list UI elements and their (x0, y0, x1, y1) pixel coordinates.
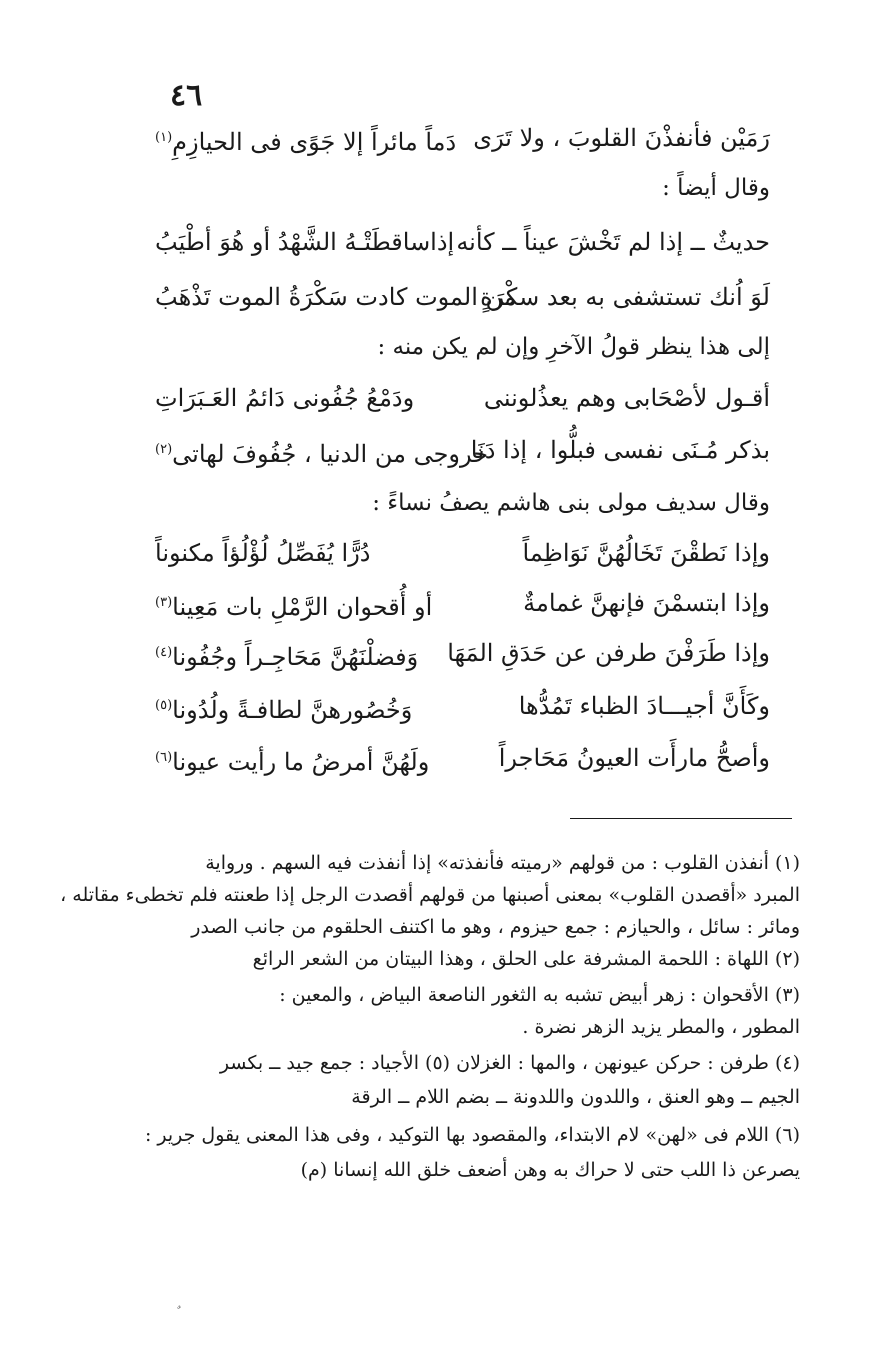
prose-line: وقال سديف مولى بنى هاشم يصفُ نساءً : (372, 490, 770, 516)
page-number: ٤٦ (170, 78, 203, 113)
verse-second-hemistich-text: خروجى من الدنيا ، جُفُوفَ لهاتى (172, 440, 489, 468)
verse-first-hemistich: حديثٌ ــ إذا لم تَخْشَ عيناً ــ كأنه (456, 228, 770, 256)
verse-second-hemistich-text: ودَمْعُ جُفُونى دَائمُ العَـبَرَاتِ (155, 384, 415, 412)
footnote-line: (٣) الأقحوان : زهر أبيض تشبه به الثغور الناصعة البياض ، والمعين : (279, 984, 800, 1006)
verse-first-hemistich: وإذا ابتسمْنَ فإنهنَّ غمامةٌ (523, 589, 770, 617)
verse-first-hemistich: وكَأَنَّ أجيـــادَ الظباء تَمُدُّها (518, 692, 770, 720)
verse-second-hemistich (155, 738, 429, 782)
verse-second-hemistich-text: وَخُصُورهنَّ لطافـةً ولُدُونا (172, 696, 413, 724)
verse-first-hemistich: وإذا طَرَفْنَ طرفن عن حَدَقِ المَهَا (447, 639, 770, 667)
footnote-line: (١) أنفذن القلوب : من قولهم «رميته فأنفذته» إذا أنفذت فيه السهم . ورواية (205, 852, 800, 874)
verse-line (155, 533, 770, 573)
verse-line (155, 222, 770, 262)
verse-second-hemistich (155, 583, 432, 627)
verse-line (155, 686, 770, 726)
footnote-line: يصرعن ذا اللب حتى لا حراك به وهن أضعف خلق الله إنسانا (م) (300, 1159, 800, 1181)
footnote-marker: (٦) (155, 750, 173, 765)
verse-second-hemistich-text: دُرًّا يُفَصِّلُ لُؤْلُؤاً مكنوناً (155, 539, 371, 567)
verse-second-hemistich (155, 430, 488, 474)
footnote-line: المبرد «أقصدن القلوب» بمعنى أصبنها من قولهم أقصدت الرجل إذا طعنته فلم تخطىء مقاتله ، (60, 884, 800, 906)
verse-line (155, 378, 770, 418)
footnote-line: (٢) اللهاة : اللحمة المشرفة على الحلق ، وهذا البيتان من الشعر الرائع (252, 948, 800, 970)
verse-line (155, 118, 770, 158)
verse-line (155, 277, 770, 317)
prose-line: إلى هذا ينظر قولُ الآخرِ وإن لم يكن منه : (377, 334, 770, 360)
verse-line (155, 738, 770, 778)
footnote-line: المطور ، والمطر يزيد الزهر نضرة . (522, 1016, 800, 1038)
footnote-marker: (٣) (155, 595, 173, 610)
verse-first-hemistich: وأصحُّ مارأَت العيونُ مَحَاجراً (498, 744, 770, 772)
verse-second-hemistich (155, 633, 418, 677)
footnote-line: الجيم ــ وهو العنق ، واللدون واللدونة ــ بضم اللام ــ الرقة (351, 1086, 800, 1108)
footnote-separator (570, 818, 792, 819)
verse-second-hemistich (155, 277, 517, 317)
verse-second-hemistich (155, 222, 454, 262)
footnote-marker: (٤) (155, 645, 173, 660)
verse-first-hemistich: وإذا نَطقْنَ تَخَالُهُنَّ نَوَاظِماً (522, 539, 770, 567)
verse-line (155, 583, 770, 623)
verse-first-hemistich: أقـول لأصْحَابى وهم يعذُلوننى (483, 384, 770, 412)
verse-second-hemistich (155, 686, 412, 730)
verse-second-hemistich (155, 533, 370, 573)
footnote-marker: (١) (155, 130, 173, 145)
verse-second-hemistich-text: من الموت كادت سَكْرَةُ الموت تَذْهَبُ (155, 283, 517, 311)
verse-first-hemistich: رَمَيْن فأنفذْنَ القلوبَ ، ولا تَرَى (473, 124, 770, 152)
verse-second-hemistich (155, 378, 414, 418)
verse-second-hemistich-text: دَماً مائراً إلا جَوًى فى الحيازِمِ (172, 128, 457, 156)
verse-second-hemistich-text: إذاساقطَتْـهُ الشَّهْدُ أو هُوَ أطْيَبُ (155, 228, 455, 256)
footnote-marker: (٥) (155, 698, 173, 713)
footnote-line: (٦) اللام فى «لهن» لام الابتداء، والمقصود بها التوكيد ، وفى هذا المعنى يقول جرير : (144, 1124, 800, 1146)
footnote-marker: (٢) (155, 442, 173, 457)
verse-line (155, 633, 770, 673)
verse-second-hemistich (155, 118, 456, 162)
verse-line (155, 430, 770, 470)
verse-first-hemistich: بذكر مُـنَى نفسى فبلُّوا ، إذا دَنَا (470, 436, 770, 464)
verse-first-hemistich: لَوَ اُنك تستشفى به بعد سكْرَةٍ (480, 283, 770, 311)
verse-second-hemistich-text: ولَهُنَّ أمرضُ ما رأيت عيونا (172, 748, 430, 776)
prose-line: وقال أيضاً : (662, 175, 770, 201)
verse-second-hemistich-text: وَفضلْنَهُنَّ مَحَاجِـراً وجُفُونا (172, 643, 419, 671)
footnote-line: ومائر : سائل ، والحيازم : جمع حيزوم ، وهو ما اكتنف الحلقوم من جانب الصدر (191, 916, 800, 938)
footnote-line: (٤) طرفن : حركن عيونهن ، والمها : الغزلان (٥) الأجياد : جمع جيد ــ بكسر (219, 1052, 800, 1074)
verse-second-hemistich-text: أو أُقحوان الرَّمْلِ بات مَعِينا (172, 593, 433, 621)
